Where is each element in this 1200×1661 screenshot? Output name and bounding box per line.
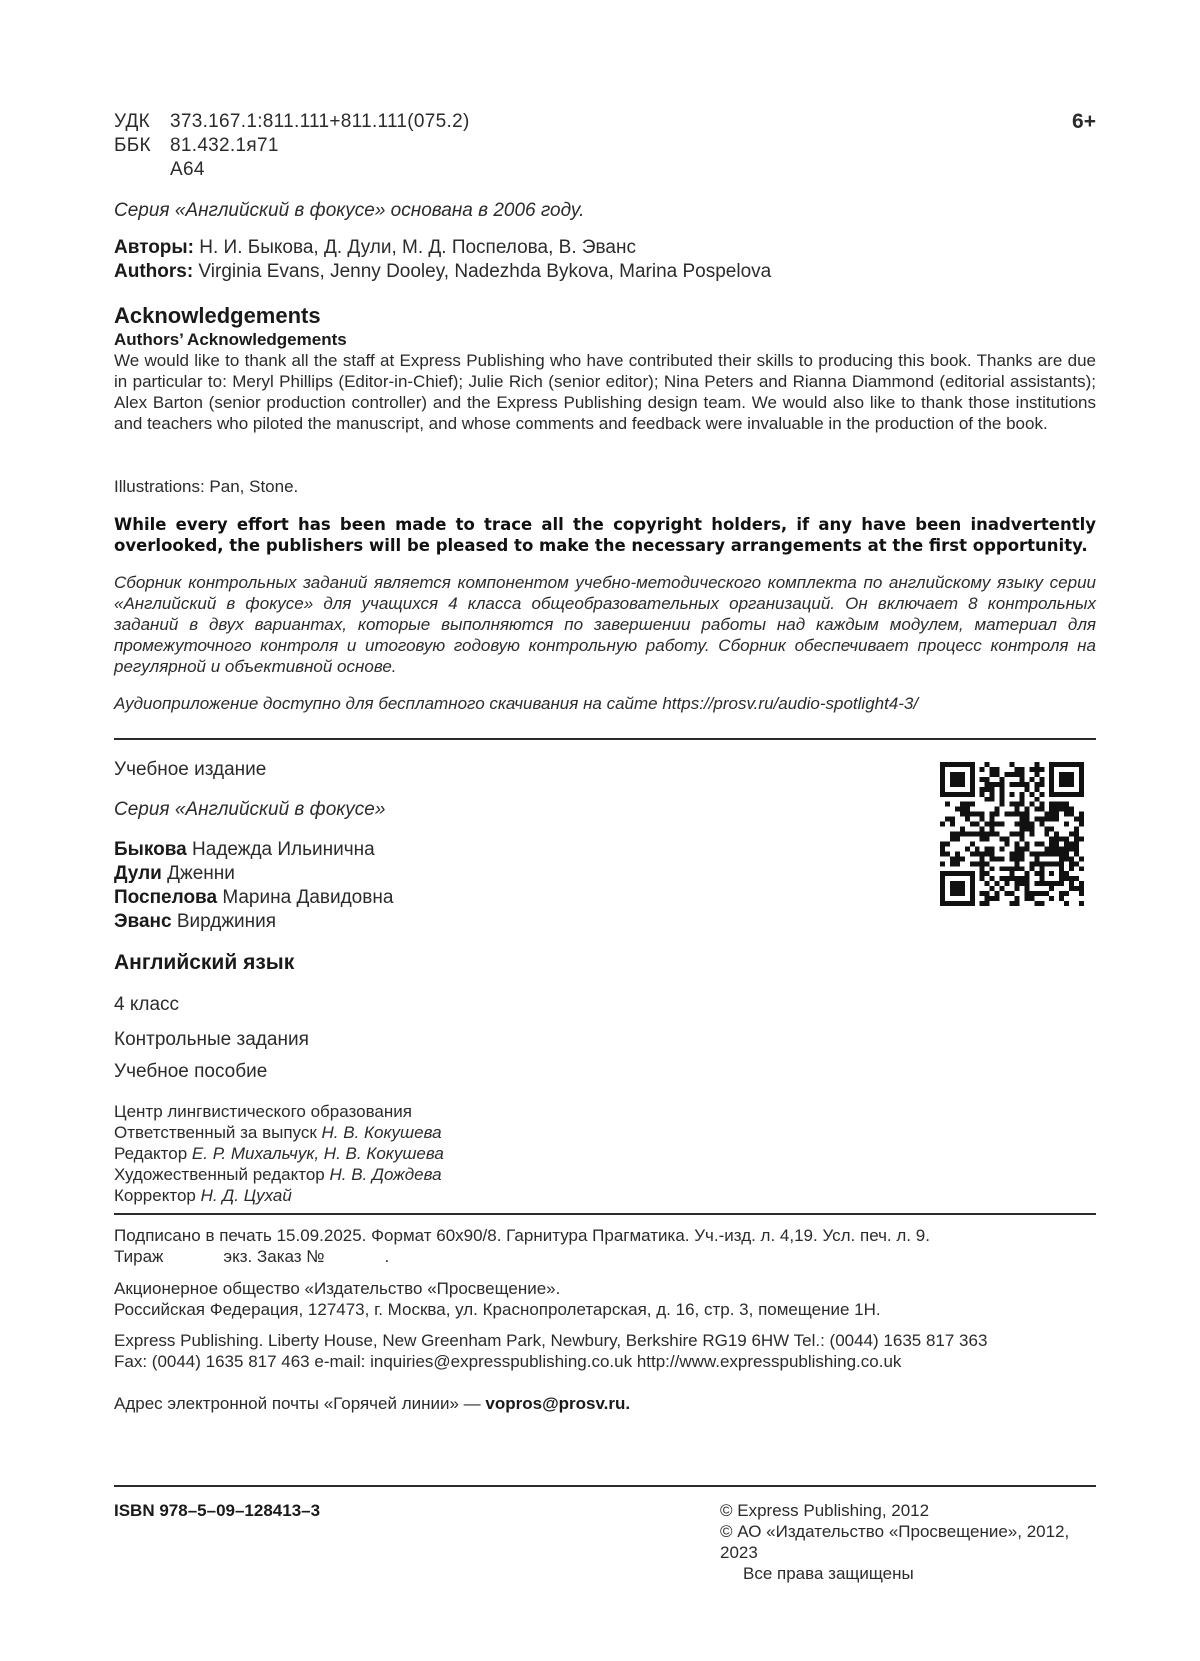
hotline: Адрес электронной почты «Горячей линии» — vopros@prosv.ru. [114,1394,631,1413]
staff-line: Ответственный за выпуск Н. В. Кокушева [114,1123,442,1142]
copyright-notice: While every effort has been made to trace all the copyright holders, if any have been inadvertently overlooked, the publishers will be pleased to make the necessary arrangements at the first opportunity. [114,515,1096,555]
publisher-ru: Акционерное общество «Издательство «Просвещение». Российская Федерация, 127473, г. Москва, ул. Краснопролетарская, д. 16, стр. 3, помещение 1Н. [114,1279,881,1319]
copyright-line: © АО «Издательство «Просвещение», 2012, 2023 [720,1522,1070,1562]
person: Поспелова Марина Давидовна [114,887,394,908]
staff-block [114,1101,444,1206]
print-info-line: Подписано в печать 15.09.2025. Формат 60х90/8. Гарнитура Прагматика. Уч.-изд. л. 4,19. Усл. печ. л. 9. [114,1226,930,1245]
isbn: ISBN 978–5–09–128413–3 [114,1501,321,1520]
acknowledgements-title: Acknowledgements [114,303,321,328]
staff-line: Художественный редактор Н. В. Дождева [114,1165,442,1184]
edition-type: Учебное издание [114,759,267,780]
acknowledgements-body: We would like to thank all the staff at Express Publishing who have contributed their skills to producing this book. Thanks are due in particular to: Meryl Phillips (Editor-in-Chief); Julie Rich (senior editor); Nina Peters and Rianna Diammond (editorial assistants); Alex Barton (senior production controller) and the Express Publishing design team. We would also like to thank those institutions and teachers who piloted the manuscript, and whose comments and feedback were invaluable in the production of the book. [114,351,1096,433]
authors-ru [114,236,636,260]
center-name: Центр лингвистического образования [114,1102,412,1121]
bbk-value: 81.432.1я71 [170,135,279,156]
imprint-people [114,838,393,934]
illustrations-credit: Illustrations: Pan, Stone. [114,477,299,496]
authors-ru-names: Н. И. Быкова, Д. Дули, М. Д. Поспелова, В. Эванс [193,237,636,258]
book-kind: Учебное пособие [114,1061,268,1082]
qr-code-icon [940,762,1084,906]
publisher-en: Express Publishing. Liberty House, New Greenham Park, Newbury, Berkshire RG19 6HW Tel.: (0044) 1635 817 363 Fax: (0044) 1635 817 463 e-mail: inquiries@expresspublishing.co.uk http://www.expresspublishing.co.uk [114,1331,988,1371]
divider-top [114,738,1096,740]
authors-en-names: Virginia Evans, Jenny Dooley, Nadezhda Bykova, Marina Pospelova [193,261,772,282]
udk-value: 373.167.1:811.111+811.111(075.2) [170,111,470,132]
imprint-page [114,0,1096,1661]
divider-middle [114,1213,1096,1215]
person: Эванс Вирджиния [114,911,277,932]
divider-bottom [114,1485,1096,1487]
circulation-line: Тираж экз. Заказ № . [114,1247,390,1266]
authors-en [114,260,771,284]
bbk-label: ББК [114,135,151,156]
authors-ru-label: Авторы: [114,237,194,258]
udk-label: УДК [114,111,151,132]
copyright-line: © Express Publishing, 2012 [720,1501,930,1520]
print-info [114,1225,930,1267]
acknowledgements-subtitle: Authors’ Acknowledgements [114,330,347,349]
grade: 4 класс [114,994,180,1015]
classification-block [114,110,470,182]
rights-reserved: Все права защищены [743,1564,914,1583]
imprint-series: Серия «Английский в фокусе» [114,799,386,820]
annotation: Сборник контрольных заданий является компонентом учебно-методического комплекта по английскому языку серии «Английский в фокусе» для учащихся 4 класса общеобразовательных организаций. Он включает 8 контрольных заданий в двух вариантах, которые выполняются по завершении работы над каждым модулем, материал для промежуточного контроля и итоговую годовую контрольную работу. Сборник обеспечивает процесс контроля на регулярной и объективной основе. [114,573,1096,676]
staff-line: Редактор Е. Р. Михальчук, Н. В. Кокушева [114,1144,444,1163]
audio-note: Аудиоприложение доступно для бесплатного скачивания на сайте https://prosv.ru/audio-spotlight4-3/ [114,694,919,713]
authors-en-label: Authors: [114,261,194,282]
series-note: Серия «Английский в фокусе» основана в 2006 году. [114,200,585,221]
person: Быкова Надежда Ильинична [114,839,375,860]
book-title: Английский язык [114,951,295,974]
hotline-email: vopros@prosv.ru. [485,1394,631,1413]
author-mark: А64 [170,159,205,180]
copyright-block [720,1500,1096,1584]
person: Дули Дженни [114,863,235,884]
staff-line: Корректор Н. Д. Цухай [114,1186,292,1205]
age-rating: 6+ [1072,110,1096,133]
book-subtitle: Контрольные задания [114,1029,309,1050]
